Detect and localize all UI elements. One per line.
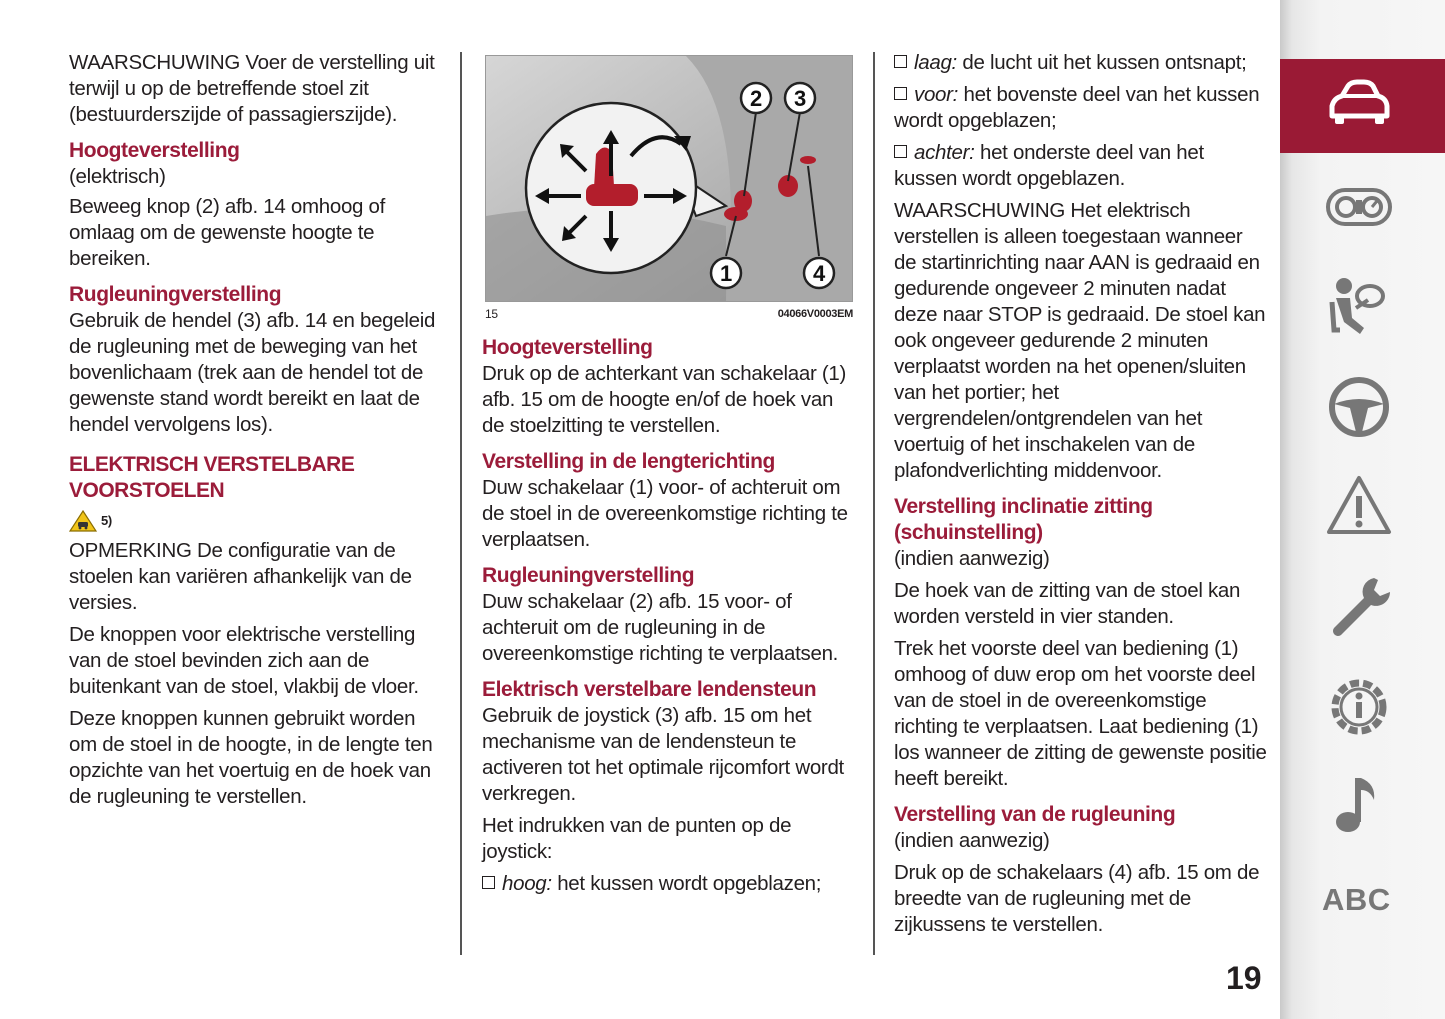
lumbar-text: Gebruik de joystick (3) afb. 15 om het mechanisme van de lendensteun te activeren tot het optimale rijcomfort wordt verkregen.: [482, 704, 844, 805]
warning-car-icon: [69, 510, 97, 532]
index-abc-link[interactable]: ABC: [1322, 882, 1391, 917]
gear-info-icon[interactable]: [1324, 672, 1394, 742]
heading-electric-seats: ELEKTRISCH VERSTELBARE VOORSTOELEN: [69, 453, 355, 502]
heading-lumbar-support: Elektrisch verstelbare lendensteun: [482, 678, 817, 701]
svg-text:3: 3: [794, 86, 806, 111]
heading-height-adjustment-2: Hoogteverstelling: [482, 336, 653, 359]
height-text: Beweeg knop (2) afb. 14 omhoog of omlaag om de gewenste hoogte te bereiken.: [69, 195, 386, 270]
electric-warning: WAARSCHUWING Het elektrisch verstellen is alleen toegestaan wanneer de startinrichting naar AAN is gedraaid en gedurende ongeveer 2 minuten nadat deze naar STOP is gedraaid. De stoel kan ook ongeveer gedurende 2 minuten verplaatst worden na het openen/sluiten van het portier; het vergrendelen/ontgrendelen van het voertuig of het inschakelen van de plafondverlichting middenvoor.: [894, 199, 1266, 482]
backrest-subtitle: (indien aanwezig): [894, 829, 1050, 852]
airbag-icon[interactable]: [1324, 272, 1394, 342]
callout-1: [711, 258, 741, 288]
column-1: [69, 50, 441, 816]
note-paragraph: OPMERKING De configuratie van de stoelen kan variëren afhankelijk van de versies.: [69, 539, 412, 614]
callout-2: [741, 83, 771, 113]
svg-text:1: 1: [720, 261, 732, 286]
figure-caption: [485, 305, 853, 323]
figure-number: 15: [485, 307, 498, 321]
backrest-text-2: Duw schakelaar (2) afb. 15 voor- of achteruit om de rugleuning in de overeenkomstige richting te verplaatsen.: [482, 590, 839, 665]
car-icon[interactable]: [1324, 72, 1394, 142]
warning-triangle-icon[interactable]: [1324, 472, 1394, 542]
column-divider-2: [873, 52, 875, 955]
checkbox-bullet-icon: [894, 145, 907, 158]
bullet-voor: voor: het bovenste deel van het kussen wordt opgeblazen;: [894, 83, 1260, 132]
backrest-text: Gebruik de hendel (3) afb. 14 en begeleid de rugleuning met de beweging van het bovenlichaam (trek aan de hendel tot de gewenste stand wordt bereikt en laat de hendel vervolgens los).: [69, 309, 436, 436]
warning-paragraph: WAARSCHUWING Voer de verstelling uit terwijl u op de betreffende stoel zit (bestuurderszijde of passagierszijde).: [69, 51, 435, 126]
buttons-location-text: De knoppen voor elektrische verstelling van de stoel bevinden zich aan de buitenkant van de stoel, vlakbij de vloer.: [69, 623, 419, 698]
page-number: 19: [1226, 960, 1262, 996]
length-text: Duw schakelaar (1) voor- of achteruit om de stoel in de overeenkomstige richting te verplaatsen.: [482, 476, 848, 551]
figure-code: 04066V0003EM: [777, 308, 853, 320]
checkbox-bullet-icon: [482, 876, 495, 889]
dashboard-icon[interactable]: [1324, 172, 1394, 242]
svg-text:2: 2: [750, 86, 762, 111]
wrench-icon[interactable]: [1324, 572, 1394, 642]
steering-wheel-icon[interactable]: [1324, 372, 1394, 442]
tilt-text-2: Trek het voorste deel van bediening (1) omhoog of duw erop om het voorste deel van de stoel in de overeenkomstige richting te verplaatsen. Laat bediening (1) los wanneer de zitting de gewenste positie heeft bereikt.: [894, 637, 1267, 790]
callout-4: [804, 258, 834, 288]
bullet-hoog: hoog: het kussen wordt opgeblazen;: [482, 871, 860, 897]
height-subtitle: (elektrisch): [69, 165, 166, 188]
column-2: [482, 52, 860, 903]
heading-backrest-adjustment-2: Rugleuningverstelling: [482, 564, 695, 587]
heading-height-adjustment: Hoogteverstelling: [69, 139, 240, 162]
bullet-laag: laag: de lucht uit het kussen ontsnapt;: [894, 50, 1270, 76]
heading-backrest-adjustment: Rugleuningverstelling: [69, 283, 282, 306]
seat-controls-figure: [485, 55, 853, 302]
buttons-usage-text: Deze knoppen kunnen gebruikt worden om de stoel in de hoogte, in de lengte ten opzichte van het voertuig en de hoek van de rugleuning te verstellen.: [69, 707, 433, 808]
warning-reference: [69, 508, 441, 534]
joystick-press-text: Het indrukken van de punten op de joystick:: [482, 814, 792, 863]
checkbox-bullet-icon: [894, 87, 907, 100]
warning-reference-number: 5): [101, 513, 112, 528]
column-divider-1: [460, 52, 462, 955]
tilt-subtitle: (indien aanwezig): [894, 547, 1050, 570]
backrest-width-text: Druk op de schakelaars (4) afb. 15 om de breedte van de rugleuning met de zijkussens te verstellen.: [894, 861, 1260, 936]
svg-text:4: 4: [813, 261, 825, 286]
callout-3: [785, 83, 815, 113]
heading-backrest-width: Verstelling van de rugleuning: [894, 803, 1176, 826]
checkbox-bullet-icon: [894, 55, 907, 68]
music-note-icon[interactable]: [1324, 770, 1394, 840]
column-3: [894, 50, 1270, 944]
bullet-achter: achter: het onderste deel van het kussen wordt opgeblazen.: [894, 141, 1204, 190]
tilt-text-1: De hoek van de zitting van de stoel kan worden versteld in vier standen.: [894, 579, 1241, 628]
height-text-2: Druk op de achterkant van schakelaar (1) afb. 15 om de hoogte en/of de hoek van de stoelzitting te verstellen.: [482, 362, 847, 437]
heading-seat-tilt: Verstelling inclinatie zitting (schuinstelling): [894, 495, 1153, 544]
seat-controls-illustration: [486, 56, 852, 301]
heading-length-adjustment: Verstelling in de lengterichting: [482, 450, 775, 473]
